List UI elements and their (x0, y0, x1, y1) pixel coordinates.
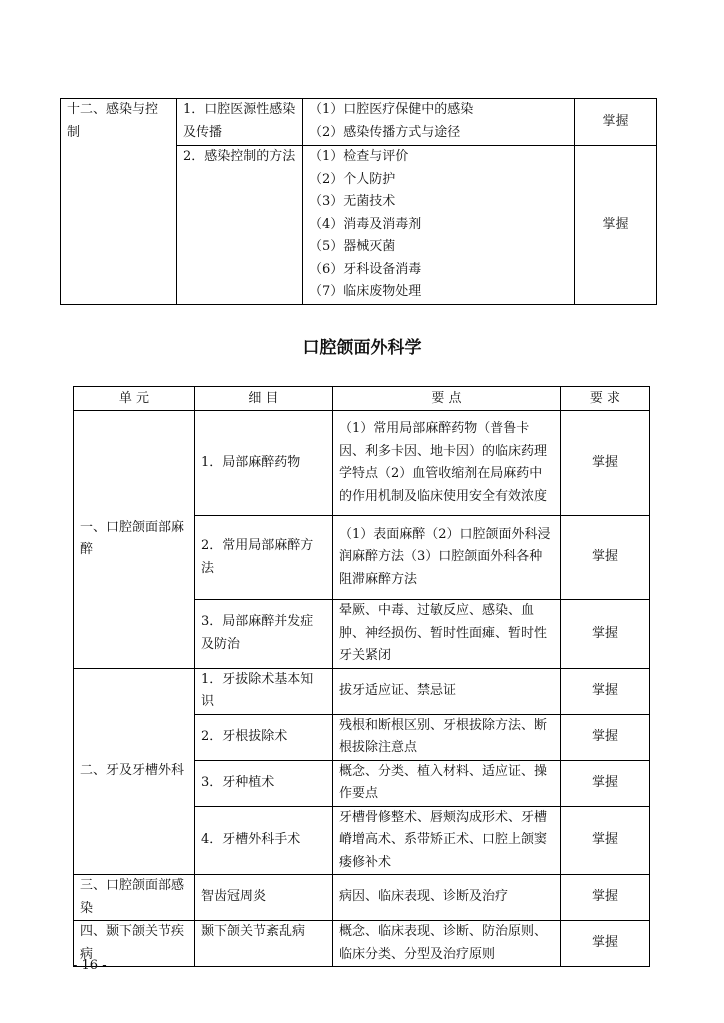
table-row (61, 99, 657, 146)
detail-cell: 4．牙槽外科手术 (195, 806, 333, 875)
section-title: 口腔颌面外科学 (302, 338, 422, 358)
detail-cell: 1．口腔医源性感染及传播 (177, 99, 303, 146)
detail-cell: 3．牙种植术 (195, 760, 333, 806)
requirement-cell: 掌握 (561, 921, 650, 967)
points-cell: 概念、分类、植入材料、适应证、操作要点 (333, 760, 561, 806)
header-points: 要 点 (333, 387, 561, 411)
detail-cell: 2．常用局部麻醉方法 (195, 516, 333, 600)
requirement-cell: 掌握 (561, 600, 650, 669)
header-unit: 单 元 (74, 387, 195, 411)
point-line: （5）器械灭菌 (309, 239, 396, 254)
oral-surgery-table (73, 386, 650, 967)
page-number: - 16 - (73, 958, 107, 973)
unit-cell: 四、颞下颌关节疾病 (74, 921, 195, 967)
points-cell: 病因、临床表现、诊断及治疗 (333, 875, 561, 921)
requirement-cell: 掌握 (561, 760, 650, 806)
point-line: （1）口腔医疗保健中的感染 (309, 102, 474, 117)
points-cell: （1）表面麻醉（2）口腔颌面外科浸润麻醉方法（3）口腔颌面外科各种阻滞麻醉方法 (333, 516, 561, 600)
requirement-cell: 掌握 (561, 411, 650, 516)
points-cell (303, 146, 575, 305)
requirement-cell: 掌握 (561, 806, 650, 875)
points-cell: 牙槽骨修整术、唇颊沟成形术、牙槽嵴增高术、系带矫正术、口腔上颌窦瘘修补术 (333, 806, 561, 875)
detail-cell: 3．局部麻醉并发症及防治 (195, 600, 333, 669)
requirement-cell: 掌握 (561, 516, 650, 600)
point-line: （3）无菌技术 (309, 194, 396, 209)
point-line: （2）感染传播方式与途径 (309, 124, 461, 140)
table-row (74, 668, 650, 714)
points-cell (303, 99, 575, 146)
point-line: （6）牙科设备消毒 (309, 261, 422, 277)
header-row (74, 387, 650, 411)
points-cell: 拔牙适应证、禁忌证 (333, 668, 561, 714)
detail-cell: 1．局部麻醉药物 (195, 411, 333, 516)
point-line: （4）消毒及消毒剂 (309, 216, 422, 232)
infection-control-table (60, 98, 657, 305)
unit-cell: 十二、感染与控制 (61, 99, 177, 305)
points-cell: （1）常用局部麻醉药物（普鲁卡因、利多卡因、地卡因）的临床药理学特点（2）血管收缩剂在局麻药中的作用机制及临床使用安全有效浓度 (333, 411, 561, 516)
unit-cell: 二、牙及牙槽外科 (74, 668, 195, 875)
requirement-cell: 掌握 (575, 146, 657, 305)
header-detail: 细 目 (195, 387, 333, 411)
table-row (74, 921, 650, 967)
point-line: （7）临床废物处理 (309, 284, 422, 299)
table-row (74, 875, 650, 921)
table-row (74, 411, 650, 516)
points-cell: 概念、临床表现、诊断、防治原则、临床分类、分型及治疗原则 (333, 921, 561, 967)
detail-cell: 颞下颌关节紊乱病 (195, 921, 333, 967)
requirement-cell: 掌握 (561, 875, 650, 921)
detail-cell: 1．牙拔除术基本知识 (195, 668, 333, 714)
requirement-cell: 掌握 (561, 668, 650, 714)
point-line: （2）个人防护 (309, 171, 396, 187)
detail-cell: 2．感染控制的方法 (177, 146, 303, 305)
detail-cell: 智齿冠周炎 (195, 875, 333, 921)
point-line: （1）检查与评价 (309, 149, 409, 164)
detail-cell: 2．牙根拔除术 (195, 714, 333, 760)
points-cell: 晕厥、中毒、过敏反应、感染、血肿、神经损伤、暂时性面瘫、暂时性牙关紧闭 (333, 600, 561, 669)
points-cell: 残根和断根区别、牙根拔除方法、断根拔除注意点 (333, 714, 561, 760)
header-requirement: 要 求 (561, 387, 650, 411)
requirement-cell: 掌握 (561, 714, 650, 760)
unit-cell: 一、口腔颌面部麻醉 (74, 411, 195, 669)
unit-cell: 三、口腔颌面部感染 (74, 875, 195, 921)
requirement-cell: 掌握 (575, 99, 657, 146)
